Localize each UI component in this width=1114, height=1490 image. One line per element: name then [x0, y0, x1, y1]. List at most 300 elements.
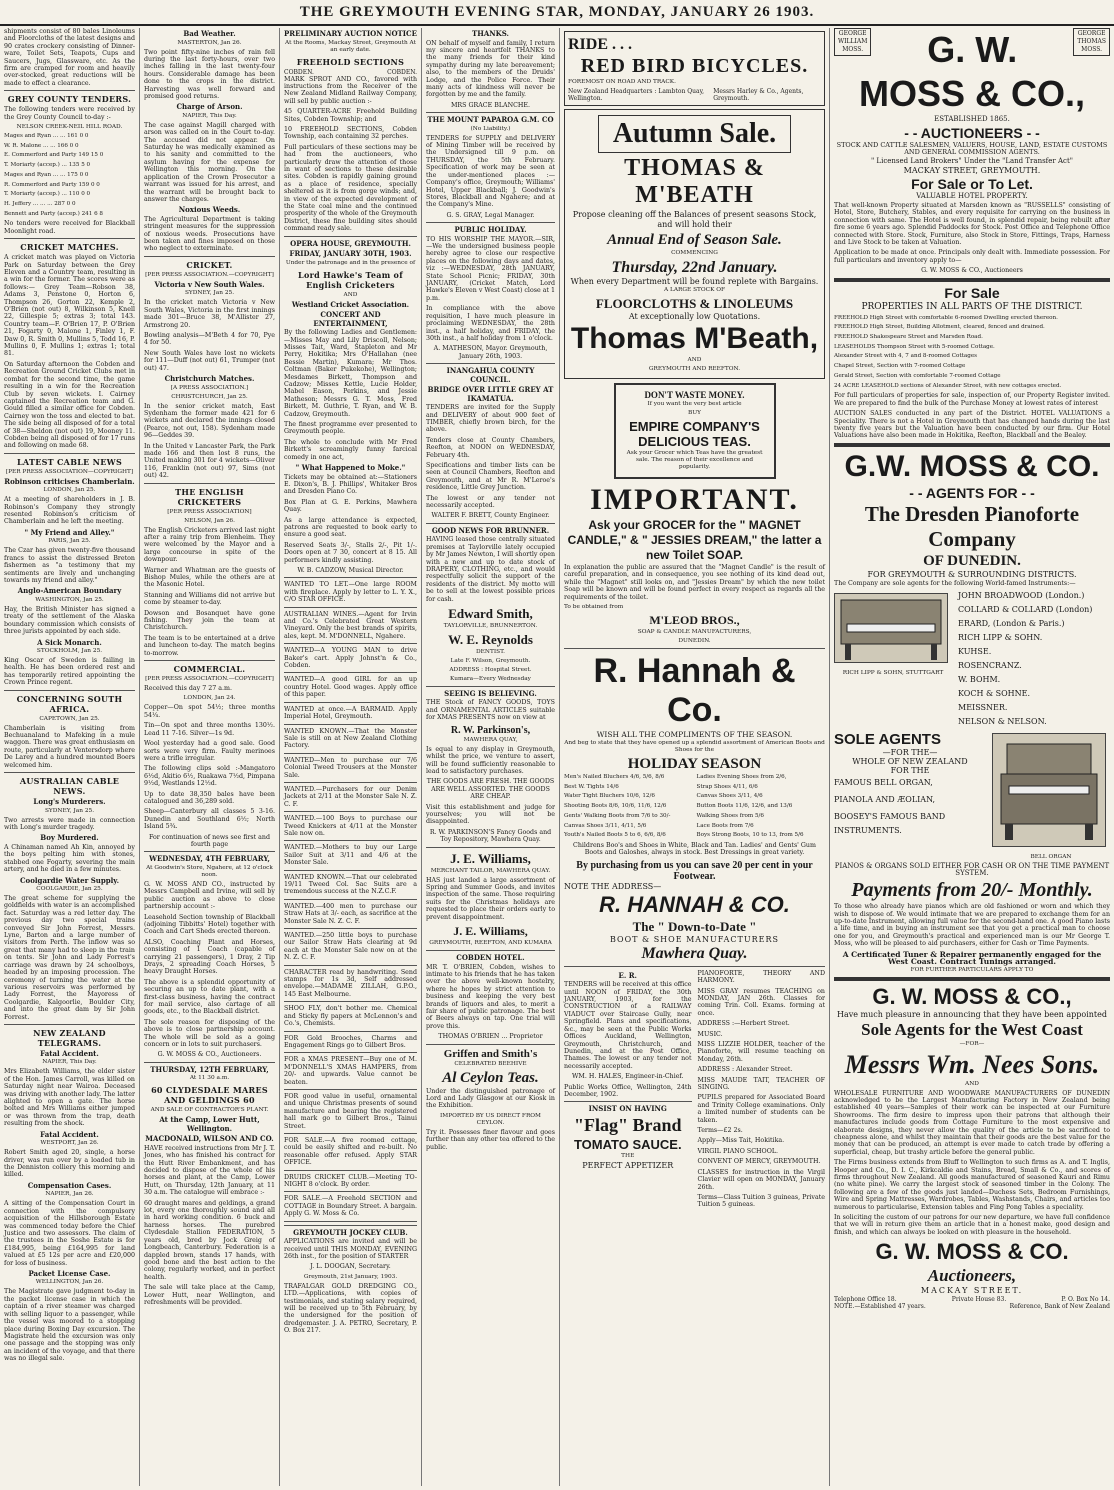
classified-ad: CHARACTER read by handwriting. Send stamps for 1s 3d, Self addressed envelope.—MADAME ZILLAH, G.P.O., 145 East Melbourne. — [284, 968, 417, 998]
subheading: A Certificated Tuner & Repairer permanently engaged for the West Coast. Contract Tunings arranged. — [842, 949, 1102, 966]
piano-icon — [834, 593, 948, 663]
article-heading: THE MOUNT PAPAROA G.M. CO — [427, 115, 554, 125]
text: The Magistrate gave judgment to-day in the packet license case in which the captain of a river steamer was charged with selling liquor to a passenger, while the vessel was moored to a stopping place during Boxing Day excursion. The Magistrate held the excursion was only one passage and the stopping was only an incident of the voyage, and that there was no illegal sale. — [4, 1288, 135, 1363]
article-heading: Bad Weather. — [183, 29, 236, 38]
dateline: LONDON, Jan 25. — [43, 487, 96, 494]
text: The Agricultural Department is taking stringent measures for the suppression of noxious weeds. Prosecutions have been taken and fines imposed on those who neglect to exterminate. — [144, 215, 275, 253]
subheading: At 11 30 a.m. — [189, 1075, 230, 1082]
ad-footer — [568, 88, 821, 102]
subheading: To be obtained from — [564, 604, 624, 611]
label: P. O. Box No 14. — [1061, 1296, 1110, 1304]
article-heading: MACDONALD, WILSON AND CO. — [145, 1134, 274, 1144]
text: King Oscar of Sweden is failing in health. He has been ordered rest and has temporarily retired appointing the Crown Prince regent. — [4, 657, 135, 687]
list-item: Best W. Tights 14/6 — [564, 783, 619, 790]
article-heading: Coolgardie Water Supply. — [19, 875, 120, 885]
list-item: W. BOHM. — [958, 675, 1001, 685]
heading-english-cricketers: THE ENGLISH CRICKETERS — [175, 486, 244, 507]
article-heading: OPERA HOUSE, GREYMOUTH. — [290, 238, 411, 248]
article-heading: Victoria v New South Wales. — [154, 279, 265, 289]
ad-headline: DON'T WASTE MONEY. — [644, 390, 745, 400]
subheading: WISH ALL THE COMPLIMENTS OF THE SEASON. — [596, 730, 793, 740]
article-heading: CONCERT AND ENTERTAINMENT, — [313, 310, 388, 328]
article-heading: SEEING IS BELIEVING. — [444, 688, 537, 698]
music-ad-line: ADDRESS : Alexander Street. — [697, 1066, 793, 1074]
classified-ad: FOR a XMAS PRESENT—Buy one of M. M'DONNELL'S XMAS HAMPERS, from 20/- and upwards. Value cannot be beaten. — [284, 1056, 417, 1086]
subheading: PROPERTIES IN ALL PARTS OF THE DISTRICT. — [861, 301, 1083, 312]
ad-headline: THOMAS & M'BEATH — [624, 155, 765, 208]
text: A Chinaman named Ah Kin, annoyed by the boys pelting him with stones, stabbed one Fogarty, severing the main artery, and he died in a few minutes. — [4, 843, 135, 874]
advertiser-name: J. E. Williams, — [453, 924, 528, 938]
text: WHOLESALE FURNITURE AND WOODWARE MANUFACTURERS OF DUNEDIN acknowledged to be the Largest Manufacturing Factory in New Zealand being established 40 years—Samples of their work can be inspected at our Furniture Showrooms. The firm desire to impress upon their patrons that although their manufactures include goods from Cottage Furniture to the most expensive and elaborate designs, they never allow the quality of the article to be sacrificed to cheapness alone, and whilst they maintain that their goods are the best value for the money that can be produced, an attempt is ever made to catch trade by offering a superficial, cheap, but trashy article before the general public. — [834, 1089, 1110, 1156]
ad-headline: G. W. — [927, 29, 1018, 70]
subheading: Ask your Grocer which Teas have the greatest sale. The reason of their excellence and popularity. — [626, 450, 763, 470]
article-heading: PRELIMINARY AUCTION NOTICE — [284, 29, 417, 38]
text: For full particulars of properties for sale, inspection of, our Property Register invited. We are prepared to find the bulk of the Purchase Money at lowest rates of interest — [834, 392, 1110, 407]
article-heading: A Sick Monarch. — [37, 637, 102, 647]
text: In explanation the public are assured that the "Magnet Candle" is the result of careful preparation, and in consequence, you see nothing of its kind dead out, while the "Magnet" still looks on, and "Jessies Dream" by which the new toilet Soap will be known and will be found perfect in every respect as regards all the requirements of the toilet. — [564, 564, 825, 601]
list-item: Men's Nailed Bluchers 4/6, 5/6, 8/6 — [564, 774, 665, 781]
article-heading: GREYMOUTH JOCKEY CLUB. — [293, 1227, 408, 1237]
list-item: COLLARD & COLLARD (London) — [958, 605, 1093, 615]
article-heading: Packet License Case. — [28, 1268, 111, 1278]
press-association-note: [A PRESS ASSOCIATION.] — [170, 384, 249, 391]
signature: MRS GRACE BLANCHE. — [450, 101, 530, 109]
text: ON behalf of myself and family, I return my sincere and heartfelt THANKS to the many friends for their kind sympathy during my late bereavement; also, to the members of the Druids' Lodge, and the Police Force. Their many acts of kindness will never be forgotten by me and the family. — [426, 39, 555, 99]
ad-headline: By purchasing from us you can save 20 per cent in your Footwear. — [576, 859, 813, 882]
signature: G. W. MOSS & CO., Auctioneers — [921, 267, 1023, 275]
ad-headline: M'LEOD BROS., — [649, 613, 740, 628]
ad-headline: - - AGENTS FOR - - — [909, 484, 1035, 501]
ad-headline: Thomas M'Beath, — [570, 322, 819, 355]
list-item: Shooting Boots 8/6, 10/6, 11/6, 12/6 — [564, 803, 667, 810]
text: The great scheme for supplying the goldfields with water is an accomplished fact. Saturday was a red letter day. The previous day two special trains conveyed Sir John Forrest, Messrs. Lyne, Barton and a large number of visitors from Perth. The inflow was so great that many had to sleep in the train on tents. Sir John and Lady Forrest's carriage was drawn by 24 schoolboys, headed by an imposing procession. The ceremony of turning the water at the various reservoirs was performed by Lady Forrest, the Mayoress of Coolgardie, Kalgoorlie, Boulder City, and into the great dam by Sir John Forrest. — [4, 895, 135, 1021]
list-item: RICH LIPP & SOHN. — [958, 633, 1043, 643]
subheading: AND SALE OF CONTRACTOR'S PLANT. — [150, 1107, 269, 1114]
list-item: FREEHOLD High Street, Building Allotment, cleared, fenced and drained. — [834, 324, 1045, 331]
text: As a large attendance is expected, patrons are requested to book early to ensure a good seat. — [284, 516, 417, 539]
text: THE GOODS ARE FRESH. THE GOODS ARE WELL ASSORTED. THE GOODS ARE CHEAP. — [426, 778, 555, 801]
subheading: A LARGE STOCK OF — [663, 287, 726, 293]
text: Box Plan at G. E. Perkins, Mawhera Quay. — [284, 498, 417, 514]
ad-headline: For Sale — [944, 284, 1000, 301]
classified-ad: WANTED KNOWN.—That the Monster Sale is still on at New Zealand Clothing Factory. — [284, 727, 417, 750]
advertiser-name: J. E. Williams, — [450, 850, 531, 866]
subheading: BOOT & SHOE MANUFACTURERS — [610, 934, 779, 944]
text: For continuation of news see first and fourth page — [148, 833, 271, 848]
list-item: PIANOLA AND ÆOLIAN, — [834, 795, 936, 805]
ad-headline: Annual End of Season Sale. — [607, 232, 782, 248]
press-association-note: [PER PRESS ASSOCIATION.—COPYRIGHT] — [145, 676, 274, 683]
subheading: If you want the very best article — [647, 401, 742, 407]
classified-ad: FOR SALE.—A Freehold SECTION and COTTAGE in Boundary Street. A bargain. Apply G. W. Moss & Co. — [284, 1195, 417, 1218]
label: New Zealand Headquarters : Lambton Quay, Wellington. — [568, 88, 705, 102]
text: HAS just landed a large assortment of Spring and Summer Goods, and invites inspection of the same. Those requiring suits for the Christmas holidays are requested to place their orders early to prevent disappointment. — [426, 876, 555, 921]
subheading: —FOR— — [959, 1040, 985, 1047]
text: Two point fifty-nine inches of rain fell during the last forty-hours, over two inches falling in the last twenty-four hours. Considerable damage has been done to the crops in the district. Harvesting was well forward and promised good returns. — [144, 48, 275, 100]
text: Under the distinguished patronage of Lord and Lady Glasgow at our Kiosk in the Exhibition. — [426, 1087, 555, 1110]
text: Tickets may be obtained at:—Stationers E. Dixon's, B. J. Phillips', Whitaker Bros and Dresden Piano Co. — [284, 473, 417, 496]
subheading: MACKAY STREET, GREYMOUTH. — [903, 166, 1041, 175]
dateline: WELLINGTON, Jan 26. — [35, 1279, 104, 1286]
label: MOSS. — [842, 46, 864, 53]
music-ad-line: ADDRESS :—Herbert Street. — [697, 1020, 790, 1028]
text: Copper—On spot 54½; three months 54¼. — [144, 704, 275, 719]
column-6 — [830, 28, 1114, 1486]
cobden-row — [284, 69, 417, 76]
list-item: W. R. Malone ... ... 166 0 0 — [4, 142, 79, 149]
dateline: NAPIER, This Day. — [42, 1059, 97, 1066]
list-item: Gents' Walking Boots from 7/6 to 30/- — [564, 812, 671, 819]
red-bird-ad — [564, 31, 825, 106]
list-item: 24 ACRE LEASEHOLD sections of Alexander Street, with new cottages erected. — [834, 382, 1062, 389]
list-item: Button Boots 11/6, 12/6, and 13/6 — [696, 803, 793, 810]
list-item: R. Commerford and Party 159 0 0 — [4, 181, 100, 188]
column-5 — [560, 28, 830, 1486]
dateline: NELSON, Jan 26. — [184, 517, 235, 524]
list-item: Walking Shoes from 5/6 — [696, 812, 764, 819]
ad-headline: Ask your GROCER for the " MAGNET CANDLE," & " JESSIES DREAM," the latter a new Toilet SOAP. — [567, 518, 822, 562]
heading-commercial: COMMERCIAL. — [173, 664, 246, 675]
bottom-ads — [564, 970, 825, 1212]
classified-ad: WANTED.—250 little boys to purchase our Sailor Straw Hats clearing at 9d each at the Monster Sale now on at the N. Z. C. F. — [284, 932, 417, 962]
text: Robert Smith aged 20, single, a horse driver, was run over by a loaded tub in the Denniston colliery this morning and killed. — [4, 1149, 135, 1179]
text: In the senior cricket match, East Sydenham the former made 421 for 6 wickets and declared the innings closed (Pearce, not out, 158). Sydenham made 96—Geddes 39. — [144, 402, 275, 440]
subheading: NOTE THE ADDRESS— — [564, 881, 662, 891]
subheading: Propose cleaning off the Balances of present seasons Stock, and will hold their — [572, 210, 817, 229]
subheading: Greymouth, 21st January, 1903. — [303, 1273, 398, 1280]
ad-headline: Mawhera Quay. — [641, 944, 748, 962]
list-item: FAMOUS BELL ORGAN, — [834, 778, 933, 788]
article-heading: COBDEN HOTEL. — [456, 953, 525, 962]
music-ad-line: MISS MAUDE TAIT, TEACHER OF SINGING. — [697, 1076, 825, 1092]
classified-ad: FOR SALE.—A five roomed cottage, could be easily shifted and re-built. No reasonable offer refused. Apply STAR OFFICE. — [284, 1136, 417, 1167]
label: Telephone Office 18. — [834, 1296, 897, 1304]
list-item: ERARD, (London & Paris.) — [958, 619, 1065, 629]
dateline: NAPIER, Jan 26. — [45, 1191, 94, 1198]
text: On Saturday afternoon the Cobden and Recreation Ground Cricket Clubs met in combat for the second time, the game resulting in a win for the Recreation Club by seven wickets. I. Cairney captained the Recreation team and G. Gould filled a similar office for Cobden. Cairney won the toss and elected to bat. The side being all disposed of for a total of 38—Sheldon (not out) 19, Mooney 11. Cobden being all disposed of for 17 runs and following on made 68. — [4, 360, 135, 450]
list-item: Strap Shoes 4/11, 6/6 — [696, 783, 758, 790]
heading-grey-county-tenders: GREY COUNTY TENDERS. — [7, 94, 132, 105]
text: In compliance with the above requisition, I have much pleasure in proclaiming WEDNESDAY, the 28th inst., a half holiday, and FRIDAY, the 30th inst., a half holiday from 1 o'clock. — [426, 305, 555, 342]
article-heading: Robinson criticises Chamberlain. — [4, 476, 135, 486]
text: AUCTION SALES conducted in any part of the District. HOTEL VALUATIONS a Speciality. There is not a Hotel in Greymouth that has changed hands during the last twenty five years but the Valuation have been conducted by our firm. Our Hotel Valuations have also been made in Hokitika, Reefton, Blackball and the Bealey. — [834, 410, 1110, 440]
list-item: E. Commerford and Party 149 15 0 — [4, 152, 104, 159]
dateline: PARIS, Jan 25. — [48, 538, 91, 545]
label: WILLIAM — [838, 38, 868, 45]
text: At a meeting of shareholders in J. B. Robinson's Company they strongly resented Robinson's criticism of Chamberlain and he left the meeting. — [4, 496, 135, 526]
list-item: H. Jeffery ... ... ... 287 0 0 — [4, 200, 76, 207]
contact-row — [834, 1303, 1110, 1310]
classified-ad: WANTED.—400 men to purchase our Straw Hats at 3/- each, as sacrifice at the Monster Sale N. Z. C. F. — [284, 902, 417, 925]
sole-agents-text — [834, 730, 986, 863]
list-item: BOOSEY'S FAMOUS BAND INSTRUMENTS. — [834, 812, 946, 836]
heading-cricket: CRICKET. — [186, 259, 233, 270]
text: The English Cricketers arrived last night after a rainy trip from Blenheim. They were welcomed by the Mayor and a large concourse in spite of the downpour. — [144, 526, 275, 564]
ad-headline: MOSS & CO., — [858, 73, 1086, 114]
empire-tea-ad — [614, 383, 776, 479]
moss-header-ad — [834, 28, 1110, 174]
subheading: At Goodwin's Store, Ngahere, at 12 o'clock noon. — [146, 864, 273, 878]
music-ad-line: CLASSES for instruction in the Virgil Clavier will open on MONDAY, January 26th. — [697, 1168, 825, 1191]
article-heading: PUBLIC HOLIDAY. — [454, 225, 527, 235]
classified-ad: DRUIDS CRICKET CLUB.—Meeting TO-NIGHT 8 o'clock. By order. — [284, 1173, 417, 1188]
list-item: FREEHOLD Shakespeare Street and Marsden Road. — [834, 334, 983, 341]
shield-right — [1073, 28, 1110, 56]
signature: G. W. MOSS & CO., Auctioneers. — [157, 1051, 262, 1059]
list-item: Youth's Nailed Boots 5 to 6, 6/6, 8/6 — [564, 832, 666, 839]
text: A cricket match was played on Victoria Park on Saturday between the Grey Eleven and a Country team, resulting in a win for the former. The scores were as follows:— Grey Team—Robson 38, Adams 3, Penstone 0, Horton 6, Thompson 26, Gorton 22, Kemple 2, O'Brien (not out) 8, Wilkinson 5, Knell 22, Gillespie 5; extras 3; total 143. Country team—F. O'Brien 17, P. O'Brien 21, Fogarty 0, Malone 1, Finley 1, F. Daw 0, R. Smith 0, Mullins 5, Todd 16, P. Mullins 0, F. Mullins 1; extras 1; total 81. — [4, 254, 135, 358]
heading-australian-cable-news: AUSTRALIAN CABLE NEWS. — [19, 776, 120, 797]
label: COBDEN. — [387, 68, 417, 76]
caption: BELL ORGAN — [1030, 854, 1072, 861]
advertiser-name: R. W. Parkinson's, — [450, 724, 531, 736]
article-heading: " My Friend and Alley." — [24, 527, 115, 537]
ad-headline: G. W. MOSS & CO. — [875, 1239, 1069, 1265]
subheading: COMMENCING — [671, 250, 718, 256]
text: APPLICATIONS are invited and will be received until THIS MONDAY, EVENING 26th inst., for the position of STARTER — [284, 1238, 417, 1260]
subheading: And beg to state that they have opened up a splendid assortment of American Boots and Shoes for the — [564, 740, 825, 754]
music-ad-line: CONVENT OF MERCY, GREYMOUTH. — [697, 1158, 821, 1166]
text: Hay, the British Minister has signed a treaty of the settlement of the Alaska boundary commission which consists of three jurists appointed by each side. — [4, 605, 135, 636]
ad-headline: SOLE AGENTS — [834, 731, 941, 749]
heading-south-africa: CONCERNING SOUTH AFRICA. — [16, 693, 123, 714]
list-item: ROSENCRANZ. — [958, 661, 1022, 671]
music-ad-line: PIANOFORTE, THEORY AND HARMONY. — [697, 969, 825, 985]
subheading: ESTABLISHED 1865. — [934, 115, 1010, 123]
text: Public Works Office, Wellington, 24th December, 1902. — [564, 1083, 692, 1098]
subheading: FOR GREYMOUTH & SURROUNDING DISTRICTS. — [867, 569, 1077, 579]
ad-headline: Autumn Sale. — [598, 115, 791, 153]
contact-row — [834, 1296, 1110, 1303]
list-item: Mages and Ryan ... ... 175 0 0 — [4, 171, 89, 178]
subheading: AND — [343, 291, 358, 298]
article-heading: Long's Murderers. — [33, 797, 106, 807]
classified-ad: WANTED—Men to purchase our 7/6 Colonial Tweed Trousers at the Monster Sale. — [284, 756, 417, 779]
article-heading: Anglo-American Boundary — [17, 586, 122, 596]
text: Specifications and timber lists can be seen at Council Chambers, Reefton and Greymouth, and at Mr R. M'Leroe's residence, Little Grey Junction. — [426, 461, 555, 492]
list-item: KOCH & SOHNE. — [958, 689, 1031, 699]
subheading: NELSON CREEK-NEIL HILL ROAD. — [16, 124, 123, 131]
classified-ad: WANTED—A good GIRL for an up country Hotel. Good wages. Apply office of this paper. — [284, 676, 417, 699]
text: Is equal to any display in Greymouth, whilst the price, we venture to assert, will be found sufficiently reasonable to lead to satisfactory purchases. — [426, 745, 555, 775]
text: The case against Magill charged with arson was called on in the Court to-day. The accused did not appear. On Saturday he was medically examined as to his sanity and committed to the asylum having for the expense for Wellington this morning. On the application of the Crown Prosecutor a warrant was issued for his arrest, and the warrant will be brought back to answer the charges. — [144, 121, 275, 203]
text: Sheep—Canterbury all classes 5 3-16. Dunedin and Southland 6½; North Island 5¾. — [144, 808, 275, 831]
list-item: JOHN BROADWOOD (London.) — [958, 591, 1085, 601]
text: Up to date 38,350 bales have been catalogued and 36,289 sold. — [144, 790, 275, 805]
text: Tin—On spot and three months 130½. Lead 11 7-16. Silver—1s 9d. — [144, 722, 275, 737]
music-ad-line: VIRGIL PIANO SCHOOL. — [697, 1147, 779, 1155]
auction-date: THURSDAY, 12TH FEBRUARY, — [150, 1064, 269, 1074]
text: TENDERS for SUPPLY and DELIVERY of Mining Timber will be received by the Undersigned till 9 p.m. on THURSDAY, the 5th February. Specification of work may be seen at the under-mentioned places :— Company's office, Greymouth; Williams' Hotel, Upper Blackball; J. Goodwin's Stores, Blackball and Ngahere; and at the Company's Mine. — [426, 134, 555, 209]
subheading: FOR FURTHER PARTICULARS APPLY TO — [910, 966, 1034, 973]
list-item: MEISSNER. — [958, 703, 1008, 713]
subheading: BUY — [688, 410, 701, 416]
ad-headline: OF DUNEDIN. — [923, 552, 1021, 569]
property-list — [834, 315, 1110, 390]
classified-ad: WANTED—A YOUNG MAN to drive Baker's cart. Apply Johnst'n & Co., Cobden. — [284, 647, 417, 670]
article-heading: Fatal Accident. — [40, 1048, 99, 1058]
classified-ad: SHOO FLY, don't bother me. Chemical and Sticky fly papers at McLennon's and Co.'s, Chemists. — [284, 1005, 417, 1028]
article-heading: Westland Cricket Association. — [291, 299, 410, 309]
list-item: Alexander Street with 4, 7 and 8-roomed Cottages — [834, 353, 978, 360]
auction-date: WEDNESDAY, 4TH FEBRUARY, — [149, 854, 270, 864]
text: Full particulars of these sections may be had from the auctioneers, who particularly draw the attention of those in want of sections to these desirable sites. Cobden is rapidly gaining ground as a place of residence, specially sheltered as it is from gorge winds; and, in view of the expected development of the State coal mine and the continued prosperity of the whole of the Greymouth District, these fine building sites should command ready sale. — [284, 143, 417, 233]
text: Reserved Seats 3/-, Stalls 2/-, Pit 1/-. Doors open at 7 30, concert at 8 15. All performers kindly assisting. — [284, 541, 417, 564]
heading-freehold-sections: FREEHOLD SECTIONS — [296, 56, 405, 67]
classified-ad: AUSTRALIAN WINES.—Agent for Irvin and Co.'s Celebrated Great Western Vineyard. Only the best brands of spirits, ales, kept. M. M'DONNELL, Ngahere. — [284, 610, 417, 640]
advertiser-name: Griffen and Smith's — [443, 1047, 538, 1060]
music-ad-line: MUSIC. — [697, 1030, 723, 1038]
text: Two arrests were made in connection with Long's murder tragedy. — [4, 816, 135, 832]
heading-clydesdale-sale: 60 CLYDESDALE MARES AND GELDINGS 60 — [151, 1085, 268, 1106]
text: To those who already have pianos which are old fashioned or worn and which they wish to dispose of. We would intimate that we are prepared to exchange them for an up-to-date Instrument, allowing full value for the second-hand one. A good Piano lasts a life time, and in buying an instrument see that you get a practical man to choose one for you, and Greymouth's practical and experienced man is our Mr George T. Moss, who will be pleased to aid purchasers, either for Cash or Time Payments. — [834, 903, 1110, 948]
text: HAVING leased those centrally situated premises at Taylorville lately occupied by Mr James Newton, I will shortly open with a new and up to date stock of DRAPERY, CLOTHING, etc., and would respectfully solicit the support of the residents of the district. My motto will be to sell at the lowest possible prices for cash. — [426, 536, 555, 603]
dateline: COOLGARDIE, Jan 25. — [36, 886, 103, 893]
text: Tenders close at County Chambers, Reefton, at NOON on WEDNESDAY, February 4th. — [426, 436, 555, 459]
column-1 — [0, 28, 140, 1486]
subheading: At exceptionally low Quotations. — [628, 312, 761, 321]
text: G. W. MOSS AND CO., instructed by Messrs Campbell and Irvine, will sell by public auction as above to close partnership account :- — [144, 880, 275, 911]
dateline: SYDNEY, Jan 25. — [184, 290, 235, 297]
list-item: Canvas Shoes 3/11, 4/6 — [696, 793, 763, 800]
dateline: CAPETOWN, Jan 25. — [39, 715, 100, 722]
subheading: VALUABLE HOTEL PROPERTY. — [916, 192, 1028, 200]
column-2 — [140, 28, 280, 1486]
ad-headline: G.W. MOSS & CO. — [844, 449, 1100, 483]
text: Chamberlain is visiting from Bechuanaland to Mafeking in a mule waggon. There was great enthusiasm en route, particularly at Ventersdorp where De Larey and a hundred mounted Boers welcomed him. — [4, 724, 135, 769]
signature: R. W. PARKINSON'S Fancy Goods and Toy Repository, Mawhera Quay. — [429, 828, 552, 844]
subheading: ADDRESS : Hospital Street. — [449, 666, 532, 673]
ad-headline: For Sale or To Let. — [911, 176, 1033, 192]
classified-ad: WANTED at once.—A BARMAID. Apply Imperial Hotel, Greymouth. — [284, 705, 417, 721]
list-item: Lace Boots from 7/6 — [696, 822, 754, 829]
column-3 — [280, 28, 422, 1486]
tender-list — [4, 133, 135, 217]
article-heading: At the Camp, Lower Hutt, Wellington. — [159, 1115, 260, 1133]
ad-headline: IMPORTANT. — [590, 483, 799, 516]
list-item: NELSON & NELSON. — [958, 717, 1047, 727]
text: The following clips sold :-Mangatoro 6½d, Akitio 6½, Ruakawa 7½d, Pimpana 9½d, Westlands 12½d. — [144, 765, 275, 788]
subheading: GREYMOUTH, REEFTON, AND KUMARA — [429, 940, 552, 946]
list-item: Bennett and Party (accep.) 241 6 8 — [4, 210, 103, 217]
text: Leasehold Section township of Blackball (adjoining Tibbitts' Hotel) together with Coach and Cart Sheds erected thereon. — [144, 913, 275, 936]
text: MR T. O'BRIEN, Cobden, wishes to intimate to his friends that he has taken over the above well-known hostelry, where he hopes by strict attention to business and keeping the very best brands of liquors and ales, to merit a fair share of public patronage. The best of Beers always on tap. One trial will prove this. — [426, 963, 555, 1030]
press-association-note: [PER PRESS ASSOCIATION.—COPYRIGHT] — [145, 271, 274, 278]
article-heading: Fatal Accident. — [40, 1129, 99, 1139]
text: Stanning and Williams did not arrive but come by steamer to-day. — [144, 591, 275, 607]
ad-headline: HOLIDAY SEASON — [627, 756, 762, 773]
list-item: KUHSE. — [958, 647, 992, 657]
signature: WALTER F. BRETT, County Engineer. — [431, 512, 550, 520]
ad-headline: RIDE . . . — [568, 36, 633, 53]
dateline: WASHINGTON, Jan 25. — [35, 596, 104, 603]
text: The above is a splendid opportunity of securing an up to date plant, with a first-class business, having the contract for mail service, also cartage of all goods, etc., to the Blackball district. — [144, 978, 275, 1016]
ad-headline: Auctioneers, — [927, 1266, 1017, 1286]
classified-ad: FOR Gold Brooches, Charms and Engagement Rings go to Gilbert Bros. — [284, 1034, 417, 1049]
ad-headline: The " Down-to-Date " — [632, 918, 757, 934]
signature: A. MATHESON, Mayor. Greymouth, January 26th, 1903. — [433, 345, 548, 360]
article-heading: " What Happened to Moke." — [295, 463, 406, 473]
text: In the United v Lancaster Park, the Park made 166 and then lost 8 runs, the United making 301 for 4 wickets—Oliver 116, Franklin (not out) 97, Sims (not out) 42. — [144, 442, 275, 480]
ad-headline: The Dresden Pianoforte Company — [864, 501, 1080, 551]
dateline: NAPIER, This Day. — [182, 112, 237, 119]
list-item: Boys Strong Boots, 10 to 13, from 5/6 — [696, 832, 804, 839]
magnet-candle-ad — [564, 483, 825, 645]
classified-ads — [284, 581, 417, 1221]
classified-ad: WANTED.—100 Boys to purchase our Tweed Knickers at 4/11 at the Monster Sale now on. — [284, 815, 417, 837]
signature: WM. H. HALES, Engineer-in-Chief. — [571, 1073, 684, 1081]
column-4 — [422, 28, 560, 1486]
railway-tender — [564, 970, 692, 1212]
text: By the following Ladies and Gentlemen:—Misses May and Lily Driscoll, Nelson; Misses Tait, Ward, Stapleton and Mr Perry, Hokitika; Mrs O'Hallahan (nee Bessie Martin), Kumara; Mr Thos. Coltman (Baker Pukekohe), Wellington; Mesdames Birkett, Thompson and Cadzow; Misses Kettle, Lucie Holder, Mabel Eason, Perkins, and Jessie Matheson; Messrs G. T. Moss, Fred Birkett, M. Guthrie, T. Ryan, and W. B. Cadzow, Greymouth. — [284, 329, 417, 418]
signature: J. L. DOOGAN, Secretary. — [310, 1263, 391, 1271]
text: Dowson and Bosanquet have gone fishing. They join the team at Christchurch. — [144, 609, 275, 632]
list-item: Ladies Evening Shoes from 2/6, — [696, 774, 787, 781]
subheading: SOAP & CANDLE MANUFACTURERS, — [637, 629, 752, 636]
list-item: FREEHOLD High Street with comfortable 6-roomed Dwelling erected thereon. — [834, 314, 1058, 321]
text: TENDERS are invited for the Supply and DELIVERY of about 900 feet of TIMBER, chiefly brown birch, for the above. — [426, 404, 555, 434]
heading-latest-cable-news: LATEST CABLE NEWS — [16, 456, 123, 467]
text: The whole to conclude with Mr Fred Birkett's screamingly funny farcical comedy in one act, — [284, 438, 417, 461]
shoe-price-table — [564, 774, 825, 842]
label: Reference, Bank of New Zealand — [1009, 1303, 1110, 1311]
text: In the cricket match Victoria v New South Wales, Victoria in the first innings made 301—Bruce 38, M'Allister 27, Armstrong 20. — [144, 299, 275, 329]
ad-headline: TOMATO SAUCE. — [573, 1136, 682, 1152]
subheading: STOCK AND CATTLE SALESMEN, VALUERS, HOUSE, LAND, ESTATE CUSTOMS AND GENERAL COMMISSION AGENTS. — [836, 141, 1108, 156]
organ-figure — [992, 730, 1110, 863]
subheading: GREYMOUTH AND REEFTON. — [648, 366, 741, 372]
subheading: Under the patronage and in the presence of — [285, 259, 416, 266]
text: Received this day 7 27 a.m. — [144, 685, 232, 693]
list-item: Gerald Street, Section with comfortable 7-roomed Cottage — [834, 372, 1001, 379]
ad-headline: - - AUCTIONEERS - - — [904, 125, 1040, 141]
ad-headline: Payments from 20/- Monthly. — [851, 879, 1093, 902]
article-heading: Noxious Weeds. — [178, 205, 241, 215]
ladies-prices — [697, 774, 826, 842]
signature: W. B. CADZOW, Musical Director. — [297, 567, 404, 574]
ad-headline: Thursday, 22nd January. — [611, 259, 778, 276]
press-association-note: [PER PRESS ASSOCIATION—COPYRIGHT] — [5, 468, 134, 475]
text: MARK SPROT AND CO., favored with instructions from the Receiver of the New Zealand Midland Railway Company, will sell by public auction :- — [284, 75, 417, 105]
signature: THOMAS O'BRIEN ... Proprietor — [438, 1033, 543, 1041]
caption: RICH LIPP & SOHN, STUTTGART — [842, 670, 944, 677]
text: TENDERS will be received at this office until NOON of FRIDAY, the 30th JANUARY, 1903, for the CONSTRUCTION of a RAILWAY VIADUCT over Staircase Gully, near Springfield. Plans and specifications, &c., may be seen at the Public Works Offices Auckland, Wellington, Greymouth, Christchurch, and Dunedin, and at the Post Office, Thames. The lowest or any tender not necessarily accepted. — [564, 981, 692, 1070]
subheading: FOR THE — [890, 766, 930, 776]
label: Messrs Harley & Co., Agents, Greymouth. — [713, 88, 804, 102]
dateline: SYDNEY, Jan 25. — [44, 807, 95, 814]
subheading: Have much pleasure in announcing that they have been appointed — [837, 1009, 1107, 1019]
list-item: Chapel Street, Section with 7-roomed Cottage — [834, 363, 966, 370]
dateline: LONDON, Jan 24. — [183, 695, 236, 702]
subheading: When every Department will be found replete with Bargains. — [570, 277, 819, 286]
piano-figure — [834, 590, 952, 730]
article-heading: INANGAHUA COUNTY COUNCIL. — [446, 366, 535, 384]
text: No tenders were received for Blackball Moonlight road. — [4, 220, 135, 235]
subheading: At the Rooms, Mackay Street, Greymouth At an early date. — [285, 39, 416, 53]
piano-brand-list — [958, 590, 1110, 730]
subheading: Kumara—Every Wednesday — [450, 675, 531, 682]
dateline: WESTPORT, Jan 26. — [40, 1140, 99, 1147]
text: Try it. Possesses finer flavour and goes further than any other tea offered to the public. — [426, 1128, 556, 1151]
classified-ad: FOR good value in useful, ornamental and unique Christmas presents of sound manufacture and bearing the registered hall mark go to Gilbert Bros., Tainui Street. — [284, 1092, 417, 1130]
newspaper-title: THE GREYMOUTH EVENING STAR, MONDAY, JANUARY 26 1903. — [299, 3, 815, 20]
text: The Firms business extends from Bluff to Wellington to such firms as A. and T. Inglis, Hooper and Co., D. I. C., Kirkcaldie and Stains, Bread, Small & Co., and scores of firms throughout New Zealand. All goods manufactured of seasoned Kauri and Rimu (no white pine). We carry the largest stock of seasoned timber in the Colony. The following are a few of the goods just landed—Duchess Sets, Bedroom Furnishings, Wire and Spring Mattresses, Wardrobes, Tables, Washstands, Chairs, and articles too numerous to particularise, Extension tables and Fing Pong Tables a speciality. — [834, 1159, 1110, 1211]
subheading: IMPORTED BY US DIRECT FROM CEYLON. — [439, 1112, 541, 1126]
hannah-ad — [564, 652, 825, 963]
text: A sitting of the Compensation Court in connection with the compulsory acquisition of the Hillsborough Estate was commenced today before the Chief Justice and two assessors. The claim of the trustees in the Soshe Estate is for £184,995, being £164,995 for land valued at £5 12s per acre and £20,000 for loss of business. — [4, 1200, 135, 1267]
text: TO HIS WORSHIP THE MAYOR.—SIR,—We the undersigned business people hereby agree to close our respective places on the following days and dates, viz :—WEDNESDAY, 28th JANUARY, State School Picnic; FRIDAY, 30th JANUARY, (Cricket Match, Lord Hawke's Eleven v West Coast) close at 1 p.m. — [426, 235, 555, 302]
masthead — [0, 0, 1114, 26]
